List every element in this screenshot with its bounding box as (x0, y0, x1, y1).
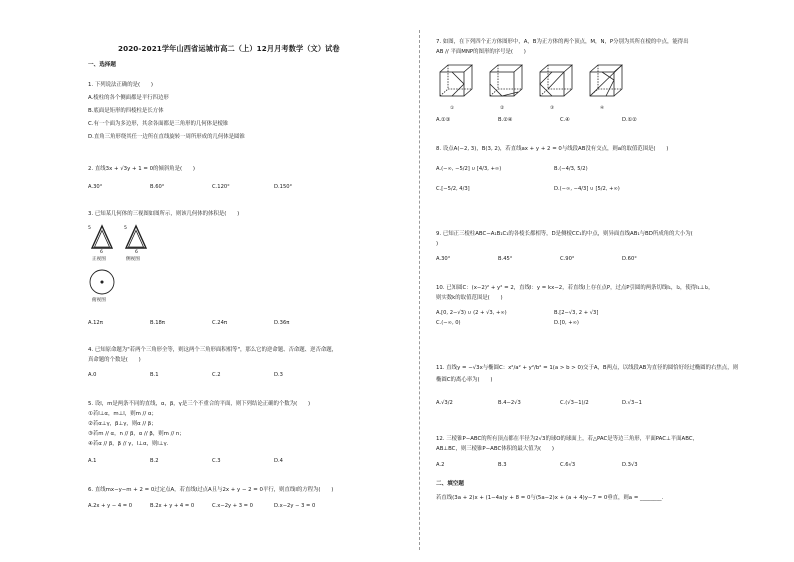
front-view-slant-label: 5 (88, 226, 91, 231)
front-view-triangle (92, 226, 112, 248)
q7-stem: 7. 如图，在下列四个正方体图形中，A，B为正方体的两个顶点，M，N，P分别为其所在棱的中点，能得出 (436, 39, 689, 45)
q10-option-b: B.[2−√3, 2 + √3] (554, 310, 599, 316)
q13-stem: 若直线(3a + 2)x + (1−4a)y + 8 = 0与(5a−2)x + (a + 4)y−7 = 0垂直，则a = ________. (436, 495, 664, 501)
q12-stem-cont: AB⊥BC，则三棱锥P−ABC体积的最大值为( ) (436, 446, 554, 452)
q11-option-d: D.√3−1 (622, 400, 642, 406)
cube-figure-4 (590, 65, 622, 96)
q5-line-4: ④若α // β，β // γ，l⊥α，则l⊥γ. (88, 441, 169, 447)
q4-option-c: C.2 (212, 372, 221, 378)
q11-option-c: C.(√3−1)/2 (560, 400, 589, 406)
q12-option-d: D.3√3 (622, 462, 638, 468)
section-choice: 一、选择题 (88, 62, 116, 68)
cube-caption-1: ① (450, 106, 455, 111)
q6-option-b: B.2x + y + 4 = 0 (150, 503, 195, 509)
q5-line-1: ①若l⊥α，m⊥l，则m // α； (88, 411, 157, 417)
q3-stem: 3. 已知某几何体的三视图如图所示，则该几何体的体积是( ) (88, 211, 240, 217)
q5-line-3: ③若m // α，n // β，α // β，则m // n； (88, 431, 185, 437)
q7-stem-cont: AB // 平面MNP的图形的序号是( ) (436, 49, 526, 55)
q6-option-a: A.2x + y − 4 = 0 (88, 503, 133, 509)
top-view-caption: 俯视图 (92, 298, 106, 303)
q3-option-a: A.12π (88, 320, 103, 326)
q2-option-c: C.120° (212, 184, 230, 190)
q10-option-c: C.(−∞, 0) (436, 320, 461, 326)
front-view-base-label: 6 (100, 250, 103, 255)
cube-caption-3: ③ (550, 106, 555, 111)
q7-cube-figures (436, 62, 636, 108)
column-divider (419, 30, 420, 550)
q10-stem-cont: 则实数k的取值范围是( ) (436, 295, 503, 301)
q12-option-b: B.3 (498, 462, 507, 468)
q9-option-c: C.90° (560, 256, 575, 262)
top-view-circle (90, 270, 114, 294)
cube-figure-1 (440, 65, 472, 96)
q7-option-a: A.①③ (436, 117, 451, 123)
q6-option-c: C.x−2y + 3 = 0 (212, 503, 253, 509)
section-fill: 二、填空题 (436, 481, 464, 487)
q9-stem: 9. 已知正三棱柱ABC−A₁B₁C₁的各棱长都相等，D是侧棱CC₁的中点，则异面直线AB₁与BD所成角的大小为( (436, 231, 693, 237)
q11-option-a: A.√3/2 (436, 400, 453, 406)
left-column (88, 0, 408, 562)
q9-option-d: D.60° (622, 256, 637, 262)
q10-option-d: D.[0, +∞) (554, 320, 579, 326)
q8-option-d: D.(−∞, −4/3] ∪ [5/2, +∞) (554, 186, 620, 192)
q5-stem: 5. 设l，m是两条不同的直线，α，β，γ是三个不重合的平面，则下列结论正确的个数为( ) (88, 401, 311, 407)
q5-option-a: A.1 (88, 458, 97, 464)
q2-option-d: D.150° (274, 184, 293, 190)
q4-stem-cont: 真命题的个数是( ) (88, 357, 141, 363)
q2-stem: 2. 直线3x + √3y + 1 = 0的倾斜角是( ) (88, 166, 195, 172)
side-view-base-label: 6 (135, 250, 138, 255)
side-view-slant-label: 5 (124, 226, 127, 231)
q11-stem-cont: 椭圆C的离心率为( ) (436, 377, 493, 383)
q7-option-b: B.②④ (498, 117, 513, 123)
q4-option-a: A.0 (88, 372, 97, 378)
q10-stem: 10. 已知圆C：(x−2)² + y² = 2，直线l：y = kx−2，若直线l上存在点P，过点P引圆的两条切线l₁，l₂，使得l₁⊥l₂， (436, 285, 714, 291)
cube-caption-4: ④ (600, 106, 605, 111)
q6-stem: 6. 直线mx−y−m + 2 = 0过定点A，若直线l过点A且与2x + y − 2 = 0平行，则直线l的方程为( ) (88, 487, 334, 493)
q1-stem: 1. 下列说法正确的是( ) (88, 82, 153, 88)
q5-option-b: B.2 (150, 458, 159, 464)
front-view-caption: 正视图 (92, 257, 106, 262)
cube-figure-2 (490, 65, 522, 96)
q2-option-a: A.30° (88, 184, 103, 190)
cube-caption-2: ② (500, 106, 505, 111)
q11-option-b: B.4−2√3 (498, 400, 521, 406)
q11-stem: 11. 直线y = −√3x与椭圆C：x²/a² + y²/b² = 1(a > b > 0)交于A，B两点，以线段AB为直径的圆恰好经过椭圆的右焦点，则 (436, 365, 738, 371)
q1-line-b: B.底面是矩形的四棱柱是长方体 (88, 108, 164, 114)
q9-option-a: A.30° (436, 256, 451, 262)
q12-option-a: A.2 (436, 462, 445, 468)
q8-option-b: B.(−4/3, 5/2) (554, 166, 588, 172)
q9-option-b: B.45° (498, 256, 513, 262)
q7-option-c: C.④ (560, 117, 570, 123)
q12-option-c: C.6√3 (560, 462, 576, 468)
q6-option-d: D.x−2y − 3 = 0 (274, 503, 316, 509)
right-column (436, 0, 776, 562)
cube-figure-3 (540, 65, 572, 96)
q3-option-b: B.18π (150, 320, 165, 326)
side-view-triangle (126, 226, 146, 248)
q1-line-d: D.直角三角形绕其任一边所在直线旋转一周所形成的几何体是圆锥 (88, 134, 245, 140)
q4-stem: 4. 已知原命题为"若两个三角形全等，则这两个三角形面积相等"，那么它的逆命题、否命题、逆否命题， (88, 347, 338, 353)
q3-option-c: C.24π (212, 320, 227, 326)
q1-line-a: A.棱柱的各个侧面都是平行四边形 (88, 95, 169, 101)
q5-option-d: D.4 (274, 458, 283, 464)
q10-option-a: A.[0, 2−√3) ∪ (2 + √3, +∞) (436, 310, 507, 316)
q5-line-2: ②若α⊥γ，β⊥γ，则α // β； (88, 421, 157, 427)
q1-line-c: C.有一个面为多边形，其余各面都是三角形的几何体是棱锥 (88, 121, 229, 127)
q2-option-b: B.60° (150, 184, 165, 190)
q5-option-c: C.3 (212, 458, 221, 464)
q8-option-c: C.[−5/2, 4/3] (436, 186, 470, 192)
q8-stem: 8. 设点A(−2, 3)，B(3, 2)，若直线ax + y + 2 = 0与线段AB没有交点，则a的取值范围是( ) (436, 146, 669, 152)
q3-option-d: D.36π (274, 320, 290, 326)
q4-option-b: B.1 (150, 372, 159, 378)
side-view-caption: 侧视图 (126, 257, 140, 262)
q7-option-d: D.①② (622, 117, 637, 123)
exam-title: 2020-2021学年山西省运城市高二（上）12月月考数学（文）试卷 (118, 44, 340, 53)
q8-option-a: A.(−∞, −5/2] ∪ [4/3, +∞) (436, 166, 502, 172)
q12-stem: 12. 三棱锥P−ABC的所有顶点都在半径为2√3的球O的球面上，若△PAC是等边三角形，平面PAC⊥平面ABC， (436, 436, 698, 442)
q9-stem-cont: ) (436, 241, 439, 247)
q4-option-d: D.3 (274, 372, 283, 378)
